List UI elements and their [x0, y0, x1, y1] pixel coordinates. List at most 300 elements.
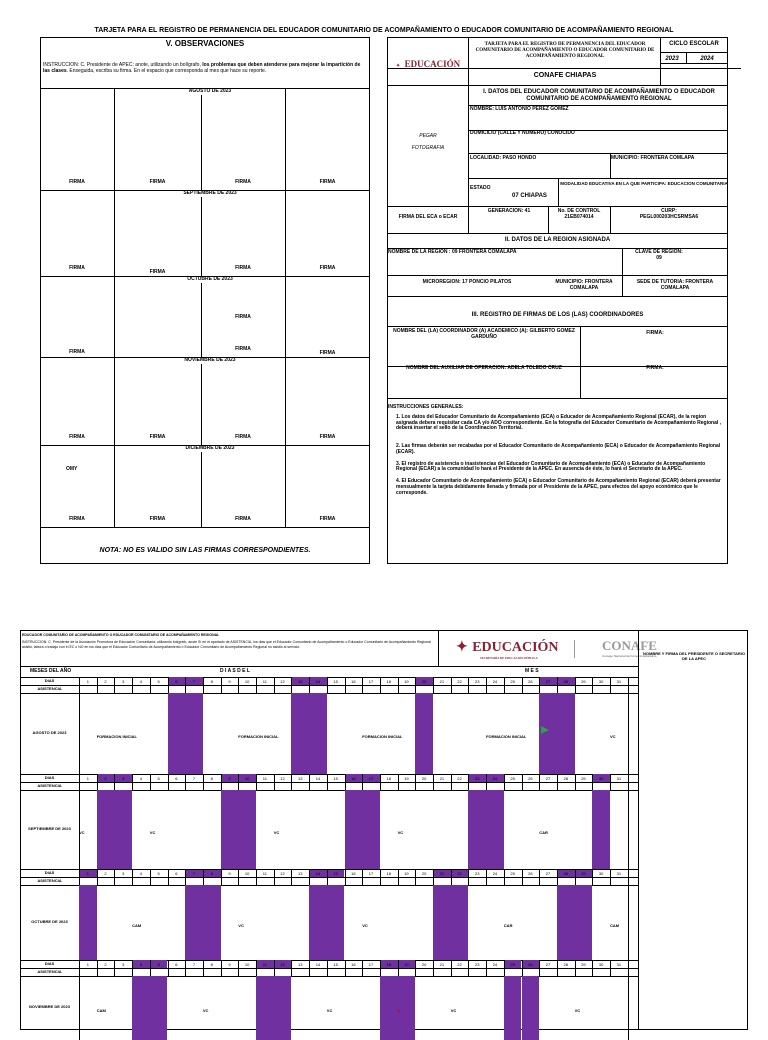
day-number: 16	[351, 776, 356, 781]
grid-line	[387, 398, 728, 399]
day-number: 1	[86, 679, 89, 684]
day-number: 3	[122, 962, 125, 967]
day-number: 30	[598, 679, 604, 684]
day-number: 6	[175, 871, 178, 876]
activity-label: VC	[574, 1008, 581, 1013]
conafe-state: CONAFE CHIAPAS	[533, 72, 597, 79]
day-number: 24	[492, 679, 498, 684]
year-end: 2024	[700, 56, 714, 62]
grid-line	[387, 85, 728, 86]
activity-label: CAR	[503, 922, 513, 928]
day-number: 2	[104, 962, 107, 967]
day-number: 15	[333, 962, 338, 967]
weekend-column	[486, 790, 504, 869]
weekend-column	[451, 885, 469, 960]
activity-label: CAM	[610, 922, 620, 928]
day-number: 14	[315, 871, 321, 876]
month-row-label: SEPTIEMBRE DE 2023	[28, 825, 71, 831]
day-number: 29	[581, 776, 586, 781]
day-number: 30	[598, 776, 604, 781]
weekend-column	[291, 693, 309, 774]
days-row-label: DIAS	[44, 775, 55, 780]
grid-line	[285, 276, 286, 357]
day-number: 11	[262, 776, 267, 781]
activity-label: VC	[610, 733, 616, 739]
day-number: 1	[86, 776, 89, 781]
flag-icon	[541, 726, 549, 734]
municipio2-field: MUNICIPIO: FRONTERA COMALAPA	[555, 279, 613, 291]
region-key: CLAVE DE REGION: 09	[635, 249, 683, 261]
signature-label: FIRMA	[235, 516, 251, 522]
month-label: NOVIEMBRE DE 2023	[150, 358, 270, 364]
grid-line	[201, 445, 202, 527]
grid-line	[201, 357, 202, 445]
activity-label: 3	[397, 1008, 400, 1013]
day-number: 10	[244, 871, 250, 876]
signature-label: FIRMA	[319, 350, 336, 356]
attendance-row-label: ASISTENCIA	[37, 969, 62, 974]
day-number: 28	[563, 679, 568, 684]
activity-label: VC	[149, 829, 156, 835]
control-field: No. DE CONTROL 21EB074014	[557, 208, 601, 220]
auxiliary-signature: FIRMA:	[646, 365, 664, 371]
months-label: MESES DEL AÑO	[30, 668, 72, 674]
weekend-column	[185, 693, 203, 774]
president-signature-label: NOMBRE Y FIRMA DEL PRESIDENTE O SECRETARIO DE LA APEC	[642, 651, 745, 661]
grid-line	[387, 296, 728, 297]
grid-line	[20, 976, 638, 977]
header-title: TARJETA PARA EL REGISTRO DE PERMANENCIA DEL EDUCADOR COMUNITARIO DE ACOMPAÑAMIENTO O EDUCADOR COMUNITARIO DE ACOMPAÑAMIENTO REGIONAL	[475, 42, 655, 59]
grid-line	[114, 276, 115, 357]
activity-label: VC	[273, 829, 280, 835]
seal-icon: ✦	[396, 64, 401, 69]
day-number: 5	[157, 776, 160, 781]
day-number: 17	[368, 776, 374, 781]
day-number: 8	[210, 962, 213, 967]
day-number: 26	[528, 871, 533, 876]
day-number: 23	[475, 679, 480, 684]
section2-title: II. DATOS DE LA REGION ASIGNADA	[504, 237, 611, 243]
grid-line	[686, 52, 687, 63]
day-number: 4	[139, 679, 143, 684]
day-number: 3	[122, 776, 125, 781]
day-number: 1	[86, 871, 89, 876]
note-text: OMY	[66, 466, 78, 472]
grid-line	[20, 968, 638, 969]
day-number: 25	[510, 871, 515, 876]
day-number: 29	[581, 962, 586, 967]
day-number: 29	[581, 679, 586, 684]
activity-label: VC	[450, 1008, 457, 1013]
auxiliary-name: NOMBRE DEL AUXILIAR DE OPERACION: ADELA TOLEDO CRUZ	[406, 365, 562, 371]
weekend-column	[592, 790, 610, 869]
grid-line	[468, 178, 728, 179]
day-number: 31	[616, 871, 622, 876]
day-number: 23	[475, 962, 480, 967]
municipio-field: MUNICIPIO: FRONTERA COMLAPA	[611, 155, 695, 161]
ciclo-label: CICLO ESCOLAR	[669, 41, 719, 47]
day-number: 10	[244, 962, 250, 967]
signature-label: FIRMA	[235, 314, 251, 320]
day-number: 6	[175, 962, 178, 967]
weekend-column	[327, 885, 345, 960]
grid-line	[660, 52, 728, 53]
month-label: SEPTIEMBRE DE 2023	[150, 191, 270, 197]
day-number: 5	[157, 679, 160, 684]
year-start: 2023	[665, 56, 679, 62]
day-number: 14	[315, 679, 321, 684]
weekend-column	[468, 790, 486, 869]
weekend-column	[504, 976, 522, 1040]
weekend-column	[362, 790, 380, 869]
day-number: 8	[210, 776, 213, 781]
days-row-label: DIAS	[44, 678, 55, 683]
day-number: 19	[404, 871, 409, 876]
grid-line	[558, 178, 559, 206]
day-number: 18	[386, 871, 391, 876]
weekend-column	[398, 976, 416, 1040]
signature-label: FIRMA	[69, 179, 85, 185]
curp-field: CURP: PEGL000203HCSRMSA6	[639, 208, 699, 220]
day-number: 17	[368, 871, 374, 876]
signature-label: FIRMA	[149, 269, 166, 275]
activity-label: CAR	[539, 829, 548, 835]
day-number: 25	[510, 962, 515, 967]
weekend-column	[309, 885, 327, 960]
weekend-column	[79, 885, 97, 960]
activity-label: FORMACION INICIAL	[486, 733, 527, 739]
grid-line	[387, 275, 728, 276]
day-number: 16	[351, 962, 356, 967]
weekend-column	[557, 885, 575, 960]
weekend-column	[238, 790, 256, 869]
days-row-label: DIAS	[44, 870, 55, 875]
month-label: DICIEMBRE DE 2023	[150, 446, 270, 452]
attendance-row-label: ASISTENCIA	[37, 686, 62, 691]
day-number: 8	[210, 679, 213, 684]
modalidad-field: MODALIDAD EDUCATIVA EN LA QUE PARTICIPA: EDUCACION COMUNITARIA	[560, 181, 728, 186]
grid-line	[20, 869, 638, 870]
weekend-column	[185, 885, 203, 960]
grid-line	[285, 190, 286, 276]
weekend-column	[380, 976, 398, 1040]
day-number: 14	[315, 962, 321, 967]
day-number: 24	[492, 962, 498, 967]
grid-line	[468, 85, 469, 233]
day-number: 26	[528, 776, 533, 781]
grid-line	[201, 88, 202, 190]
day-number: 30	[598, 962, 604, 967]
grid-line	[285, 445, 286, 527]
grid-line	[468, 153, 728, 154]
grid-line	[628, 774, 629, 869]
day-number: 23	[475, 871, 480, 876]
grid-line	[114, 445, 115, 527]
day-number: 11	[262, 871, 267, 876]
weekend-column	[97, 790, 115, 869]
day-number: 21	[439, 776, 445, 781]
seal-icon: ✦	[456, 640, 468, 655]
day-number: 20	[421, 679, 427, 684]
day-number: 5	[157, 871, 160, 876]
day-number: 22	[457, 679, 462, 684]
day-number: 12	[280, 962, 285, 967]
observations-panel	[40, 37, 370, 564]
day-number: 8	[210, 871, 213, 876]
day-number: 4	[139, 962, 143, 967]
day-number: 9	[228, 679, 231, 684]
day-number: 9	[228, 776, 231, 781]
signature-label: FIRMA	[235, 434, 251, 440]
month-row-label: AGOSTO DE 2023	[32, 729, 67, 735]
eca-signature-label: FIRMA DEL ECA o ECAR	[398, 214, 458, 220]
activity-label: FORMACION INICIAL	[96, 733, 137, 739]
day-number: 13	[298, 776, 303, 781]
weekend-column	[221, 790, 239, 869]
weekend-column	[132, 976, 150, 1040]
weekend-column	[256, 976, 274, 1040]
day-number: 13	[298, 871, 303, 876]
grid-line	[628, 677, 629, 774]
month-label: OCTUBRE DE 2023	[150, 277, 270, 283]
day-number: 16	[351, 871, 356, 876]
day-number: 25	[510, 679, 515, 684]
day-number: 17	[368, 962, 374, 967]
section3-title: III. REGISTRO DE FIRMAS DE LOS (LAS) COORDINADORES	[471, 312, 644, 318]
month-label: AGOSTO DE 2023	[150, 89, 270, 95]
signature-label: FIRMA	[69, 434, 85, 440]
weekend-column	[114, 790, 132, 869]
day-number: 27	[545, 679, 551, 684]
day-number: 9	[228, 962, 231, 967]
grid-line	[660, 63, 728, 64]
day-number: 5	[157, 962, 160, 967]
day-number: 23	[475, 776, 480, 781]
day-number: 26	[528, 679, 533, 684]
day-number: 22	[457, 776, 462, 781]
weekend-column	[309, 693, 327, 774]
day-number: 25	[510, 776, 515, 781]
instruction-text: INSTRUCCION: C. Presidente de APEC: anote, utilizando un bolígrafo, los problemas que deben atenderse para mejorar la impartición de las clases. Enseguida, escriba su firma. En el espacio que corresponda al mes que hace su reporte.	[43, 62, 361, 74]
day-number: 17	[368, 679, 374, 684]
day-number: 20	[421, 871, 427, 876]
day-number: 2	[104, 776, 107, 781]
month-label: M E S	[525, 668, 539, 674]
month-row-label: OCTUBRE DE 2023	[31, 918, 68, 924]
day-number: 15	[333, 871, 338, 876]
domicilio-field: DOMICILIO (CALLE Y NUMERO) CONOCIDO	[470, 130, 575, 136]
attendance-row-label: ASISTENCIA	[37, 878, 62, 883]
month-row-label: NOVIEMBRE DE 2023	[29, 1004, 70, 1009]
general-instructions: INSTRUCCIONES GENERALES: 1. Los datos del Educador Comunitario de Acompañamiento (ECA) o Educador de Acompañamiento Regional (ECAR), de la region asignada debera requisitar cada CA y/o ADO correspondiente. En la fotografia del Educador Comunitario de Acompañamiento Regional , deberá insertar el sello de la Coordinacion Territorial. 2. Las firmas deberán ser recabadas por el Educador Comunitario de Acompañamiento (ECA) o Educador de Acompañamiento Regional (ECAR). 3. El registro de asistencia o inasistencias del Educador Comunitario de Acompañamiento (ECA) o Educador de Acompañamiento Regional (ECAR) a la comunidad lo hará el Presidente de la APEC. En ausencia de éste, lo hará el Secretario de la APEC. 4. El Educador Comunitario de Acompañamiento (ECA) o Educador Comunitario de Acompañamiento Regional (ECAR) deberá presentar mensualmente la tarjeta debidamente llenada y firmada por el Presidente de la APEC, para efectos del apoyo económico que le corresponde.	[388, 404, 722, 496]
day-number: 11	[262, 962, 267, 967]
day-number: 12	[280, 679, 285, 684]
grid-line	[20, 960, 638, 961]
day-number: 22	[457, 871, 462, 876]
grid-line	[387, 233, 728, 234]
day-number: 7	[192, 679, 196, 684]
signature-label: FIRMA	[149, 516, 166, 522]
attendance-row-label: ASISTENCIA	[37, 783, 62, 788]
weekend-column	[575, 885, 593, 960]
day-number: 1	[86, 962, 89, 967]
grid-line	[387, 206, 728, 207]
day-number: 31	[616, 679, 622, 684]
signature-label: FIRMA	[319, 179, 336, 185]
weekend-column	[433, 885, 451, 960]
day-number: 30	[598, 871, 604, 876]
weekend-column	[150, 976, 168, 1040]
grid-line	[468, 68, 741, 69]
day-number: 10	[244, 679, 250, 684]
days-of-label: D I A S D E L	[220, 668, 250, 674]
day-number: 10	[244, 776, 250, 781]
activity-label: VC	[326, 1008, 333, 1013]
sede-field: SEDE DE TUTORIA: FRONTERA COMALAPA	[636, 279, 714, 291]
grid-line	[20, 877, 638, 878]
activity-label: VC	[202, 1008, 209, 1013]
activity-label: VC	[238, 922, 244, 928]
day-number: 22	[457, 962, 462, 967]
section-title: V. OBSERVACIONES	[165, 39, 245, 48]
day-number: 7	[192, 962, 196, 967]
day-number: 19	[404, 962, 409, 967]
footer-note: NOTA: NO ES VALIDO SIN LAS FIRMAS CORRESPONDIENTES.	[99, 547, 311, 554]
day-number: 12	[280, 776, 285, 781]
day-number: 14	[315, 776, 321, 781]
day-number: 9	[228, 871, 231, 876]
day-number: 3	[122, 871, 125, 876]
weekend-column	[415, 693, 433, 774]
educacion-logo: ✦ EDUCACIÓN	[396, 59, 461, 69]
signature-label: FIRMA	[319, 516, 336, 522]
day-number: 18	[386, 962, 391, 967]
day-number: 11	[262, 679, 267, 684]
nombre-field: NOMBRE: LUIS ANTONIO PEREZ GOMEZ	[470, 106, 569, 112]
signature-label: FIRMA	[149, 434, 166, 440]
generacion-field: GENERACION: 41	[487, 208, 531, 214]
grid-line	[201, 190, 202, 276]
day-number: 29	[581, 871, 586, 876]
activity-label: CAM	[132, 922, 142, 928]
grid-line	[468, 37, 469, 85]
day-number: 31	[616, 962, 622, 967]
weekend-column	[274, 976, 292, 1040]
grid-line	[40, 527, 370, 528]
day-number: 7	[192, 776, 196, 781]
activity-label: VC	[397, 829, 404, 835]
coordinator-signature: FIRMA:	[646, 330, 664, 336]
day-number: 28	[563, 962, 568, 967]
day-number: 4	[139, 871, 143, 876]
signature-label: FIRMA	[235, 346, 251, 352]
day-number: 18	[386, 776, 391, 781]
activity-label: FORMACION INICIAL	[238, 733, 279, 739]
grid-line	[114, 88, 115, 190]
day-number: 15	[333, 776, 338, 781]
conafe-logo: CONAFE Consejo Nacional de Fomento Educativo	[602, 638, 657, 658]
day-number: 27	[545, 776, 551, 781]
signature-label: FIRMA	[319, 265, 336, 271]
grid-line	[628, 869, 629, 960]
day-number: 24	[492, 776, 498, 781]
activity-label: FORMACION INICIAL	[362, 733, 403, 739]
day-number: 20	[421, 776, 427, 781]
grid-line	[20, 685, 638, 686]
day-number: 19	[404, 679, 409, 684]
grid-line	[628, 960, 629, 1040]
region-name: NOMBRE DE LA REGION : 09 FRONTERA COMALAPA	[388, 249, 517, 255]
day-number: 21	[439, 962, 445, 967]
microregion-field: MICROREGION: 17 PONCIO PILATOS	[422, 279, 512, 285]
weekend-column	[522, 976, 540, 1040]
signature-label: FIRMA	[235, 265, 251, 271]
activity-label: VC	[362, 922, 368, 928]
day-number: 28	[563, 776, 568, 781]
day-number: 6	[175, 776, 178, 781]
grid-line	[285, 88, 286, 190]
day-number: 12	[280, 871, 285, 876]
grid-line	[20, 782, 638, 783]
day-number: 4	[139, 776, 143, 781]
weekend-column	[557, 693, 575, 774]
day-number: 2	[104, 871, 107, 876]
sheet-header-text: EDUCADOR COMUNITARIO DE ACOMPAÑAMIENTO O EDUCADOR COMUNITARIO DE ACOMPAÑAMIENTO REGIONAL INSTRUCCION: C. Presidente de la Asociación Promotora de Educación Comunitaria: utilizando bolígrafo, anote Sí en el apartado de ASISTENCIA, los días que el Educador Comunitario de Acompañamiento o Educador Comunitario de Acompañamiento Regional asistió, labora o trabajo con el EC o NO en los días que el Educador Comunitario de Acompañamiento o Educador Comunitario de Acompañamiento Regional no asistió al servicio.	[22, 633, 431, 649]
signature-label: FIRMA	[69, 265, 85, 271]
day-number: 27	[545, 871, 551, 876]
day-number: 21	[439, 871, 445, 876]
estado-label: ESTADO	[470, 185, 491, 191]
weekend-column	[345, 790, 363, 869]
grid-line	[285, 357, 286, 445]
grid-line	[114, 190, 115, 276]
days-row-label: DIAS	[44, 961, 55, 966]
signature-label: FIRMA	[235, 179, 251, 185]
day-number: 28	[563, 871, 568, 876]
grid-line	[580, 326, 581, 398]
day-number: 2	[104, 679, 107, 684]
day-number: 15	[333, 679, 338, 684]
day-number: 6	[175, 679, 178, 684]
day-number: 20	[421, 962, 427, 967]
weekend-column	[168, 693, 186, 774]
day-number: 31	[616, 776, 622, 781]
day-number: 21	[439, 679, 445, 684]
activity-label: CAM	[96, 1008, 106, 1013]
sep-logo: ✦ EDUCACIÓN SECRETARÍA DE EDUCACIÓN PÚBLICA	[456, 640, 559, 660]
day-number: 26	[528, 962, 533, 967]
coordinator-name: NOMBRE DEL (LA) COORDINADOR (A) ACADEMICO (A): GILBERTO GOMEZ GARDUÑO	[393, 328, 575, 340]
signature-label: FIRMA	[69, 349, 85, 355]
signature-label: FIRMA	[69, 516, 85, 522]
activity-label: VC	[79, 829, 85, 835]
day-number: 13	[298, 962, 303, 967]
section1-title: I. DATOS DEL EDUCADOR COMUNITARIO DE ACOMPAÑAMIENTO O EDUCADOR COMUNITARIO DE ACOMPAÑAMIENTO REGIONAL	[483, 89, 715, 102]
photo-placeholder: PEGAR FOTOGRAFIA	[411, 133, 445, 151]
day-number: 27	[545, 962, 551, 967]
grid-line	[114, 357, 115, 445]
day-number: 13	[298, 679, 303, 684]
card-title: TARJETA PARA EL REGISTRO DE PERMANENCIA DEL EDUCADOR COMUNITARIO DE ACOMPAÑAMIENTO O EDUCADOR COMUNITARIO DE ACOMPAÑAMIENTO REGIONAL	[94, 27, 674, 34]
signature-label: FIRMA	[149, 179, 166, 185]
day-number: 7	[192, 871, 196, 876]
localidad-field: LOCALIDAD: PASO HONDO	[470, 155, 537, 161]
day-number: 24	[492, 871, 498, 876]
estado-value: 07 CHIAPAS	[512, 193, 547, 199]
day-number: 19	[404, 776, 409, 781]
day-number: 18	[386, 679, 391, 684]
weekend-column	[203, 885, 221, 960]
